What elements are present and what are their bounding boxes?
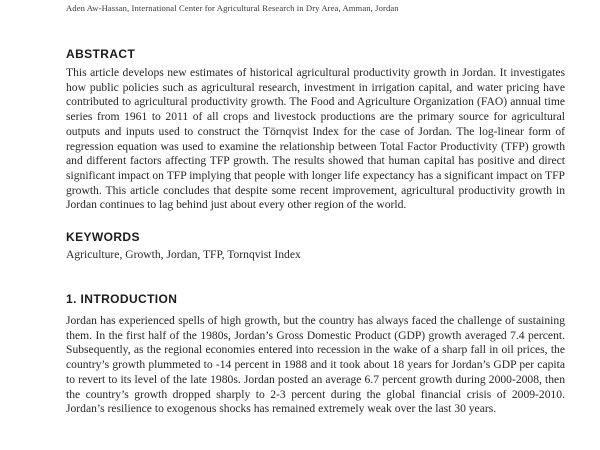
keywords-heading: KEYWORDS (66, 230, 140, 245)
abstract-text: This article develops new estimates of historical agricultural productivity growth in Jordan. It investigates how public policies such as agricultural research, investment in irrigation capital, and water pricing have contributed to agricultural productivity growth. The Food and Agriculture Organization (FAO) annual time series from 1961 to 2011 of all crops and livestock productions are the primary source for agricultural outputs and inputs used to construct the Törnqvist Index for the case of Jordan. The log-linear form of regression equation was used to examine the relationship between Total Factor Productivity (TFP) growth and different factors affecting TFP growth. The results showed that human capital has positive and direct significant impact on TFP implying that people with longer life expectancy has a significant impact on TFP growth. This article concludes that despite some recent improvement, agricultural productivity growth in Jordan continues to lag behind just about every other region of the world. (66, 66, 565, 212)
abstract-heading: ABSTRACT (66, 47, 136, 61)
introduction-heading: 1. INTRODUCTION (66, 292, 178, 307)
author-affiliation: Aden Aw-Hassan, International Center for Agricultural Research in Dry Area, Amman, Jordan (66, 3, 399, 13)
introduction-text: Jordan has experienced spells of high growth, but the country has always faced the challenge of sustaining them. In the first half of the 1980s, Jordan’s Gross Domestic Product (GDP) growth averaged 7.4 percent. Subsequently, as the regional economies entered into recession in the wake of a sharp fall in oil prices, the country’s growth plummeted to -14 percent in 1988 and it took about 18 years for Jordan’s GDP per capita to revert to its level of the late 1980s. Jordan posted an average 6.7 percent growth during 2000-2008, then the country’s growth dropped sharply to 2-3 percent during the global financial crisis of 2009-2010. Jordan’s resilience to exogenous shocks has remained extremely weak over the last 30 years. (66, 314, 565, 416)
keywords-text: Agriculture, Growth, Jordan, TFP, Tornqvist Index (66, 248, 301, 262)
